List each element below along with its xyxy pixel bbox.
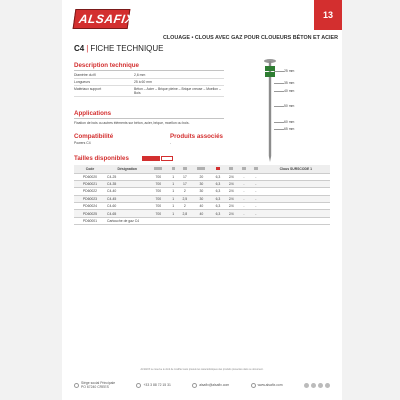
phone-block[interactable] — [136, 383, 170, 388]
applications-text: Fixation de bois ou autres éléments sur béton, acier, brique, moellon ou bois. — [74, 121, 190, 125]
table-cell: 1 — [168, 180, 178, 187]
website-block[interactable] — [251, 383, 283, 388]
table-cell: - — [238, 210, 250, 217]
table-cell: 700 — [148, 195, 168, 202]
phone-text[interactable]: +33 3 88 72 15 31 — [143, 383, 171, 387]
table-cell: 1 — [168, 188, 178, 195]
table-row — [74, 188, 330, 195]
box-icon — [172, 167, 175, 170]
table-cell: 17 — [178, 180, 191, 187]
table-cell: - — [238, 188, 250, 195]
nail-illustration — [258, 58, 282, 162]
page-title — [74, 44, 164, 53]
spec-row: Longueurs 25 à 60 mm — [74, 79, 224, 86]
footer-fine-print: ALSAFIX se réserve le droit de modifier sans préavis les caractéristiques des produits présentés dans ce document. — [140, 368, 264, 371]
nail-icon — [154, 167, 162, 170]
table-row — [74, 180, 330, 187]
table-cell: C4-60 — [106, 203, 148, 210]
dimension-label: 35 mm — [284, 81, 295, 85]
table-cell: 700 — [148, 210, 168, 217]
col-header-head-icon — [211, 165, 224, 173]
table-cell: 20 — [191, 173, 211, 180]
table-row — [74, 203, 330, 210]
table-cell: 2,8 — [178, 210, 191, 217]
address-line: Siège social Principale — [81, 381, 116, 385]
table-cell: PD60022 — [74, 188, 106, 195]
table-cell: - — [238, 173, 250, 180]
table-cell: C4-45 — [106, 195, 148, 202]
table-row — [74, 173, 330, 180]
phone-icon — [136, 383, 141, 388]
table-cell: 2/4 — [225, 188, 238, 195]
table-cell — [262, 195, 330, 202]
social-icon[interactable] — [325, 383, 330, 388]
section-tab: 13 — [314, 0, 342, 30]
address-block — [74, 381, 115, 389]
table-cell: - — [238, 180, 250, 187]
table-cell: - — [250, 203, 262, 210]
table-cell: PD60024 — [74, 203, 106, 210]
table-cell: 700 — [148, 180, 168, 187]
table-cell: 2/4 — [225, 195, 238, 202]
table-cell: C4-40 — [106, 188, 148, 195]
tailles-title: Tailles disponibles — [74, 155, 129, 162]
table-cell: 700 — [148, 173, 168, 180]
compatibilite-text: Powers C4 — [74, 141, 91, 145]
table-cell: 17 — [178, 173, 191, 180]
table-cell: 6,3 — [211, 195, 224, 202]
col-header-designation: Désignation — [106, 165, 148, 173]
col-header-surscode: Clous SURSCODE 1 — [262, 165, 330, 173]
col-header-count-icon — [168, 165, 178, 173]
email-text[interactable]: alsafix@alsafix.com — [199, 383, 230, 387]
header-subtitle: CLOUAGE • CLOUS AVEC GAZ POUR CLOUEURS BÉTON ET ACIER — [163, 35, 338, 41]
spec-row: Diamètre du fil 2,6 mm — [74, 72, 224, 79]
address-line-2: PO 67240 CREES — [81, 385, 109, 389]
table-cell: 1 — [168, 195, 178, 202]
table-cell: 2,5 — [178, 195, 191, 202]
website-text[interactable]: www.alsafix.com — [257, 383, 283, 387]
table-cell: PD60020 — [74, 173, 106, 180]
table-cell: 2 — [178, 188, 191, 195]
dimension-label: 25 mm — [284, 69, 295, 73]
table-cell: 2/4 — [225, 210, 238, 217]
table-cell: 1 — [168, 210, 178, 217]
table-cell: C4-25 — [106, 173, 148, 180]
table-cell: C4-35 — [106, 180, 148, 187]
globe-icon — [251, 383, 256, 388]
table-row — [74, 210, 330, 217]
dimension-label: 65 mm — [284, 127, 295, 131]
col-header-extra-icon — [250, 165, 262, 173]
table-cell: 2/4 — [225, 173, 238, 180]
brand-logo: ALSAFIX — [73, 9, 131, 29]
table-cell: 700 — [148, 188, 168, 195]
diameter-icon — [229, 167, 233, 170]
social-icon[interactable] — [311, 383, 316, 388]
table-cell: - — [250, 210, 262, 217]
weight-icon — [183, 167, 187, 170]
nail-washer — [265, 72, 275, 77]
social-icon[interactable] — [318, 383, 323, 388]
col-header-weight-icon — [178, 165, 191, 173]
table-cell: 30 — [191, 195, 211, 202]
table-cell: 2 — [178, 203, 191, 210]
applications-title: Applications — [74, 110, 112, 117]
title-separator: | — [86, 44, 89, 53]
table-cell: C4-65 — [106, 210, 148, 217]
table-cell: 30 — [191, 180, 211, 187]
table-row — [74, 195, 330, 202]
table-cell: PD60025 — [74, 210, 106, 217]
product-code: C4 — [74, 44, 85, 53]
email-block[interactable] — [192, 383, 229, 388]
col-header-length-icon — [191, 165, 211, 173]
availability-badge — [161, 156, 173, 161]
support-icon — [242, 167, 246, 170]
table-cell: - — [250, 195, 262, 202]
table-cell: PD60023 — [74, 195, 106, 202]
table-cell: 6,3 — [211, 188, 224, 195]
col-header-diameter-icon — [225, 165, 238, 173]
table-cell: - — [250, 173, 262, 180]
table-cell: 30 — [191, 188, 211, 195]
table-header-row — [74, 165, 330, 173]
dimension-label: 60 mm — [284, 120, 295, 124]
length-icon — [197, 167, 205, 170]
table-cell — [262, 210, 330, 217]
table-cell: 40 — [191, 203, 211, 210]
sizes-table — [74, 165, 330, 225]
table-cell: 6,3 — [211, 210, 224, 217]
description-title: Description technique — [74, 62, 139, 69]
table-cell: 2/4 — [225, 180, 238, 187]
table-cell — [262, 173, 330, 180]
table-cell: 1 — [168, 203, 178, 210]
table-body — [74, 173, 330, 225]
social-icon[interactable] — [304, 383, 309, 388]
produits-associes-title: Produits associés — [170, 133, 223, 140]
compatibilite-title: Compatibilité — [74, 133, 114, 140]
col-header-nail-icon — [148, 165, 168, 173]
head-icon — [216, 167, 220, 170]
table-cell: 1 — [168, 173, 178, 180]
location-icon — [74, 383, 79, 388]
email-icon — [192, 383, 197, 388]
page-title-text: FICHE TECHNIQUE — [90, 44, 164, 53]
table-cell: 6,3 — [211, 203, 224, 210]
extra-icon — [254, 167, 258, 170]
availability-badge — [142, 156, 160, 161]
dimension-label: 50 mm — [284, 104, 295, 108]
table-cell — [262, 203, 330, 210]
datasheet-page — [62, 0, 342, 400]
table-cell: Cartouche de gaz C4 — [106, 217, 330, 224]
table-cell — [262, 180, 330, 187]
col-header-support-icon — [238, 165, 250, 173]
table-cell: 6,3 — [211, 173, 224, 180]
table-cell: - — [250, 180, 262, 187]
table-cell: 700 — [148, 203, 168, 210]
social-links — [304, 383, 330, 388]
footer-contacts — [74, 381, 330, 389]
table-cell: - — [238, 195, 250, 202]
divider — [74, 118, 224, 119]
table-row — [74, 217, 330, 224]
table-cell: 40 — [191, 210, 211, 217]
table-cell: - — [250, 188, 262, 195]
dimension-label: 40 mm — [284, 89, 295, 93]
divider — [74, 70, 224, 71]
spec-row: Matériaux support Béton – Acier – Brique pleine – Brique creuse – Moellon – Bois — [74, 86, 224, 97]
table-cell: PD60001 — [74, 217, 106, 224]
table-cell: 2/4 — [225, 203, 238, 210]
produits-associes-text: - — [170, 141, 172, 145]
table-cell: 6,3 — [211, 180, 224, 187]
table-cell: - — [238, 203, 250, 210]
table-cell: PD60021 — [74, 180, 106, 187]
nail-tip — [269, 156, 271, 162]
col-header-code: Code — [74, 165, 106, 173]
table-cell — [262, 188, 330, 195]
